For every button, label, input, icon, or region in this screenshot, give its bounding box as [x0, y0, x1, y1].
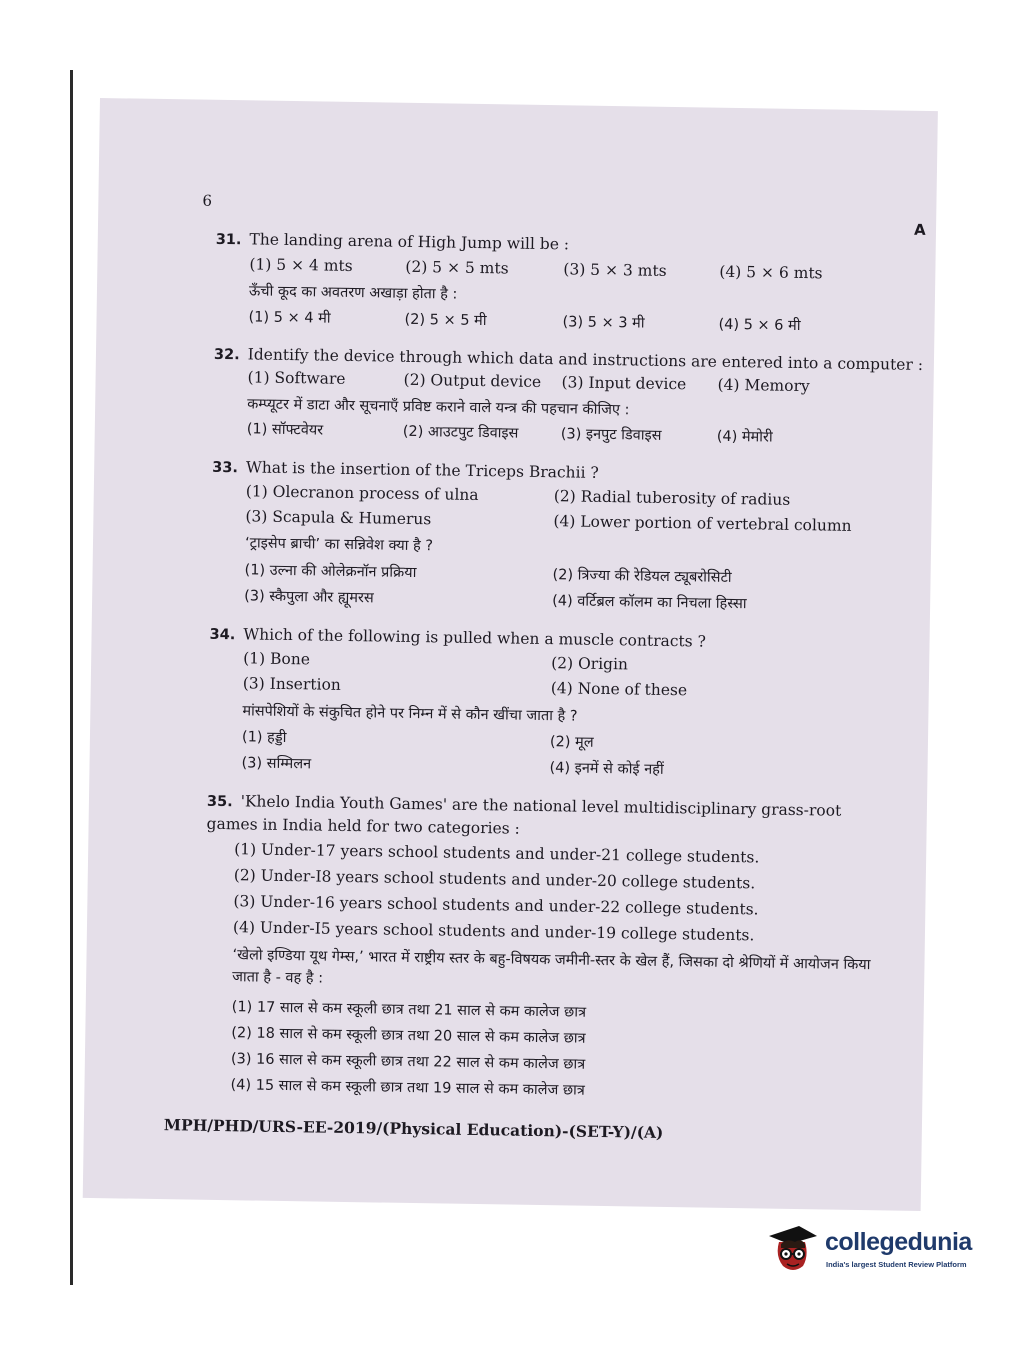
question-text-hi: मांसपेशियों के संकुचित होने पर निम्न में से कौन खींचा जाता है ?	[242, 703, 578, 725]
option: (4) None of these	[550, 679, 688, 700]
logo-tagline: India's largest Student Review Platform	[826, 1260, 967, 1269]
option-hi: (4) 5 × 6 मी	[718, 316, 801, 335]
option-hi: (2) 18 साल से कम स्कूली छात्र तथा 20 साल से कम कालेज छात्र	[231, 1025, 586, 1047]
question-sheet	[83, 98, 938, 1211]
option: (2) Output device	[403, 370, 542, 391]
paper-code-footer: MPH/PHD/URS-EE-2019/(Physical Education)-(SET-Y)/(A)	[163, 1115, 664, 1142]
option: (3) Input device	[561, 373, 687, 394]
option: (2) 5 × 5 mts	[405, 257, 509, 278]
question-text-en: Which of the following is pulled when a muscle contracts ?	[243, 625, 707, 651]
option: (4) Lower portion of vertebral column	[553, 512, 852, 535]
option: (3) Insertion	[242, 674, 341, 694]
option-hi: (2) आउटपुट डिवाइस	[402, 423, 519, 442]
question-number: 35.	[206, 793, 233, 811]
question-35	[206, 790, 887, 846]
option-hi: (2) त्रिज्या की रेडियल ट्यूबरोसिटी	[552, 567, 732, 586]
question-text-hi: ‘ट्राइसेप ब्राची’ का सन्निवेश क्या है ?	[244, 535, 434, 555]
page-number: 6	[202, 191, 213, 210]
option-hi: (3) स्कैपुला और ह्यूमरस	[244, 588, 374, 607]
option-hi: (3) सम्मिलन	[241, 755, 312, 773]
option-hi: (2) मूल	[549, 734, 594, 751]
option-hi: (3) 16 साल से कम स्कूली छात्र तथा 22 साल से कम कालेज छात्र	[230, 1051, 586, 1073]
question-text-hi: कम्प्यूटर में डाटा और सूचनाएँ प्रविष्ट कराने वाले यन्त्र की पहचान कीजिए :	[247, 396, 630, 419]
question-text-en: What is the insertion of the Triceps Brachii ?	[245, 458, 599, 482]
option-hi: (1) 5 × 4 मी	[248, 309, 331, 327]
question-number: 32.	[213, 346, 240, 364]
option-hi: (1) 17 साल से कम स्कूली छात्र तथा 21 साल से कम कालेज छात्र	[231, 999, 587, 1021]
collegedunia-mascot-icon	[765, 1222, 821, 1278]
option: (2) Origin	[551, 654, 629, 674]
option: (1) Software	[247, 368, 346, 388]
option: (4) Memory	[717, 375, 810, 396]
question-number: 31.	[215, 231, 242, 249]
option-hi: (1) उल्ना की ओलेक्रनॉन प्रक्रिया	[244, 562, 417, 582]
option-hi: (1) हड्डी	[241, 729, 287, 747]
option: (2) Under-I8 years school students and under-20 college students.	[233, 866, 756, 893]
option-hi: (4) इनमें से कोई नहीं	[549, 760, 664, 778]
collegedunia-logo	[765, 1222, 995, 1280]
question-text-en: 'Khelo India Youth Games' are the national level multidisciplinary grass-root games in India held for two categories :	[206, 792, 842, 838]
question-text-hi: ऊँची कूद का अवतरण अखाड़ा होता है :	[248, 283, 458, 303]
option: (3) Under-16 years school students and under-22 college students.	[233, 892, 759, 919]
option: (1) 5 × 4 mts	[249, 255, 353, 275]
option: (4) Under-I5 years school students and under-19 college students.	[232, 918, 755, 945]
option-hi: (1) सॉफ्टवेयर	[246, 421, 324, 439]
option-hi: (2) 5 × 5 मी	[404, 311, 487, 330]
option-hi: (4) 15 साल से कम स्कूली छात्र तथा 19 साल से कम कालेज छात्र	[230, 1077, 585, 1099]
option: (3) Scapula & Humerus	[245, 507, 432, 529]
option-hi: (4) मेमोरी	[716, 428, 773, 446]
option-hi: (3) इनपुट डिवाइस	[560, 426, 662, 444]
option: (1) Under-17 years school students and under-21 college students.	[234, 840, 760, 867]
question-text-en: The landing arena of High Jump will be :	[249, 230, 570, 254]
question-text-hi: ‘खेलो इण्डिया यूथ गेम्स,’ भारत में राष्ट्रीय स्तर के बहु-विषयक जमीनी-स्तर के खेल हैं, जिसका दो श्रेणियों में आयोजन किया जाता है - वह है :	[232, 947, 871, 987]
set-letter: A	[913, 220, 926, 239]
option: (1) Bone	[243, 649, 311, 669]
question-34	[209, 623, 909, 657]
option: (3) 5 × 3 mts	[563, 260, 667, 280]
question-number: 34.	[209, 626, 236, 644]
logo-wordmark: collegedunia	[825, 1228, 972, 1256]
option: (4) 5 × 6 mts	[719, 262, 823, 283]
option: (1) Olecranon process of ulna	[245, 482, 479, 504]
option-hi: (4) वर्टिब्रल कॉलम का निचला हिस्सा	[552, 593, 747, 613]
question-text-en: Identify the device through which data and instructions are entered into a computer :	[247, 345, 924, 374]
question-number: 33.	[212, 459, 239, 477]
option-hi: (3) 5 × 3 मी	[562, 314, 645, 332]
option: (2) Radial tuberosity of radius	[553, 487, 791, 509]
